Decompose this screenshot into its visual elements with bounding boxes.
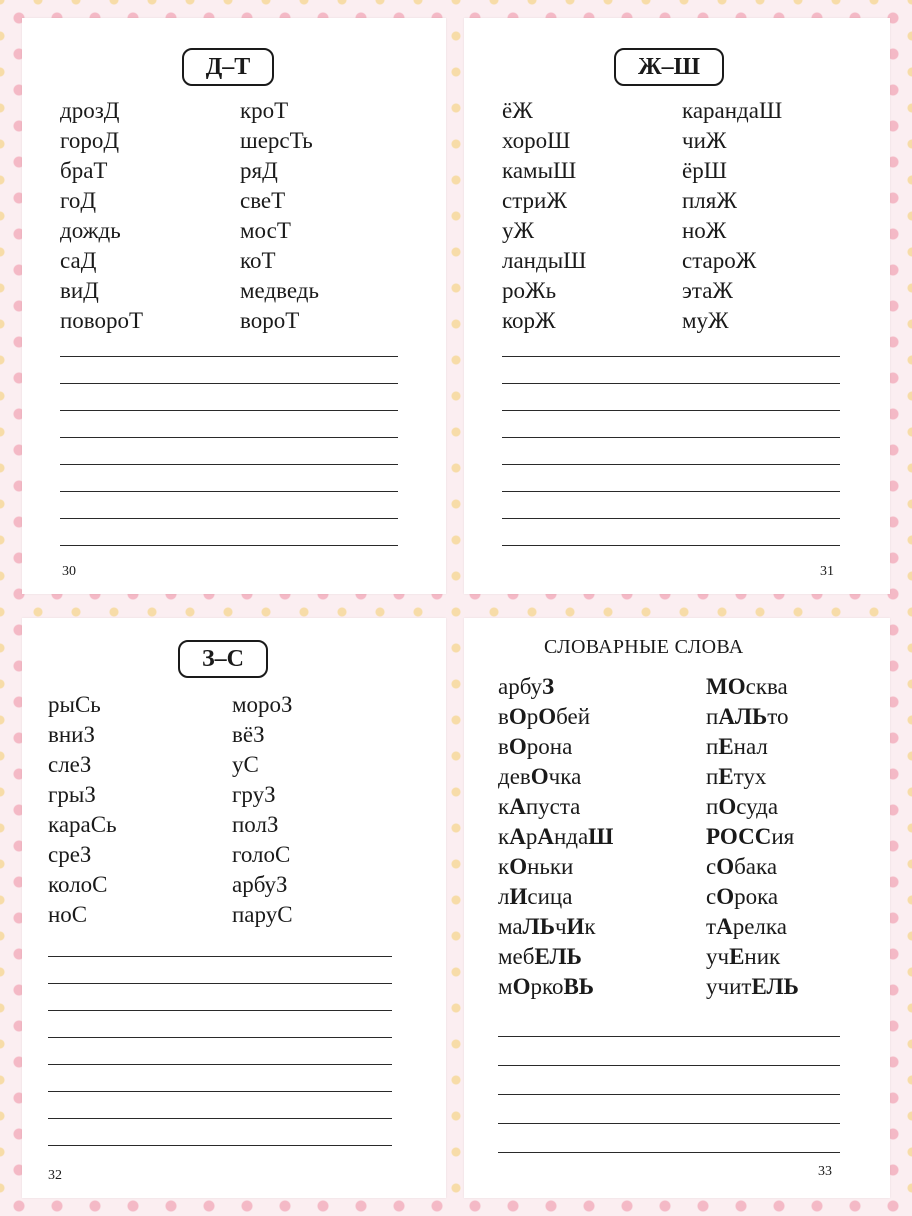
word: мороЗ — [232, 692, 293, 717]
writing-line — [48, 1119, 392, 1146]
word: хороШ — [502, 128, 571, 153]
word: ландыШ — [502, 248, 587, 273]
word: дрозД — [60, 98, 120, 123]
page-33 — [464, 618, 890, 1198]
word: сОбака — [706, 854, 778, 879]
writing-line — [502, 519, 840, 546]
writing-line — [60, 492, 398, 519]
word: сОрока — [706, 884, 779, 909]
writing-line — [60, 330, 398, 357]
word: ёрШ — [682, 158, 727, 183]
word: муЖ — [682, 308, 729, 333]
word: груЗ — [232, 782, 276, 807]
right-word-column — [682, 96, 782, 336]
writing-line — [502, 492, 840, 519]
word: гороД — [60, 128, 120, 153]
writing-line — [48, 1038, 392, 1065]
writing-line — [502, 330, 840, 357]
writing-line — [48, 1011, 392, 1038]
writing-lines — [498, 1008, 840, 1153]
page-30 — [22, 18, 446, 594]
left-word-column — [502, 96, 586, 336]
word: мосТ — [240, 218, 291, 243]
writing-line — [502, 411, 840, 438]
page-31 — [464, 18, 890, 594]
word: кОньки — [498, 854, 574, 879]
word: полЗ — [232, 812, 279, 837]
word: вёЗ — [232, 722, 265, 747]
page-number: 33 — [818, 1164, 832, 1179]
word: дождь — [60, 218, 121, 243]
word: чиЖ — [682, 128, 727, 153]
writing-line — [60, 357, 398, 384]
word: вОрОбей — [498, 704, 591, 729]
writing-line — [60, 465, 398, 492]
word: арбуЗ — [498, 674, 555, 699]
writing-line — [48, 1092, 392, 1119]
word: тАрелка — [706, 914, 787, 939]
page-number: 30 — [62, 564, 76, 579]
word: роЖь — [502, 278, 557, 303]
left-word-column — [498, 672, 613, 1002]
page-number: 32 — [48, 1168, 62, 1183]
writing-line — [498, 1008, 840, 1037]
word: мебЕЛЬ — [498, 944, 582, 969]
writing-line — [48, 1065, 392, 1092]
writing-line — [48, 930, 392, 957]
word: кАрАндаШ — [498, 824, 614, 849]
writing-lines — [502, 330, 840, 546]
writing-line — [60, 411, 398, 438]
writing-line — [502, 357, 840, 384]
word: вОрона — [498, 734, 573, 759]
writing-line — [498, 1124, 840, 1153]
word: староЖ — [682, 248, 757, 273]
left-word-column — [60, 96, 143, 336]
word: карандаШ — [682, 98, 783, 123]
word: ноС — [48, 902, 88, 927]
word: уС — [232, 752, 259, 777]
word: маЛЬчИк — [498, 914, 596, 939]
writing-line — [60, 438, 398, 465]
writing-line — [498, 1066, 840, 1095]
word: грыЗ — [48, 782, 96, 807]
writing-lines — [48, 930, 392, 1146]
word: пАЛЬто — [706, 704, 789, 729]
word: гоД — [60, 188, 97, 213]
page-32 — [22, 618, 446, 1198]
page-title: СЛОВАРНЫЕ СЛОВА — [544, 636, 744, 658]
word: ряД — [240, 158, 278, 183]
word: уЖ — [502, 218, 535, 243]
writing-line — [48, 957, 392, 984]
word: арбуЗ — [232, 872, 288, 897]
word: свеТ — [240, 188, 286, 213]
writing-line — [502, 438, 840, 465]
word: корЖ — [502, 308, 556, 333]
word: коТ — [240, 248, 276, 273]
writing-line — [60, 519, 398, 546]
word: повороТ — [60, 308, 144, 333]
word: МОсква — [706, 674, 788, 699]
writing-line — [60, 384, 398, 411]
frame-title-d-t: Д–Т — [182, 48, 274, 86]
word: вороТ — [240, 308, 300, 333]
word: рыСь — [48, 692, 101, 717]
word: пЕтух — [706, 764, 767, 789]
writing-line — [498, 1037, 840, 1066]
word: мОркоВЬ — [498, 974, 595, 999]
word: учЕник — [706, 944, 781, 969]
writing-line — [502, 465, 840, 492]
frame-title-z-s: З–С — [178, 640, 268, 678]
writing-lines — [60, 330, 398, 546]
word: пОсуда — [706, 794, 779, 819]
word: саД — [60, 248, 97, 273]
word: камыШ — [502, 158, 577, 183]
right-word-column — [706, 672, 799, 1002]
writing-line — [502, 384, 840, 411]
word: ноЖ — [682, 218, 727, 243]
word: паруС — [232, 902, 293, 927]
word: учитЕЛЬ — [706, 974, 799, 999]
word: браТ — [60, 158, 108, 183]
word: виД — [60, 278, 99, 303]
word: пляЖ — [682, 188, 737, 213]
word: ёЖ — [502, 98, 533, 123]
word: среЗ — [48, 842, 92, 867]
word: стриЖ — [502, 188, 567, 213]
word: РОССия — [706, 824, 795, 849]
page-number: 31 — [820, 564, 834, 579]
word: пЕнал — [706, 734, 768, 759]
right-word-column — [232, 690, 293, 930]
word: этаЖ — [682, 278, 734, 303]
word: колоС — [48, 872, 108, 897]
frame-title-zh-sh: Ж–Ш — [614, 48, 724, 86]
word: кАпуста — [498, 794, 581, 819]
word: девОчка — [498, 764, 582, 789]
writing-line — [498, 1095, 840, 1124]
left-word-column — [48, 690, 117, 930]
word: вниЗ — [48, 722, 95, 747]
right-word-column — [240, 96, 319, 336]
word: караСь — [48, 812, 117, 837]
word: шерсТь — [240, 128, 313, 153]
word: медведь — [240, 278, 319, 303]
word: слеЗ — [48, 752, 92, 777]
word: голоС — [232, 842, 291, 867]
writing-line — [48, 984, 392, 1011]
word: кроТ — [240, 98, 289, 123]
word: лИсица — [498, 884, 573, 909]
